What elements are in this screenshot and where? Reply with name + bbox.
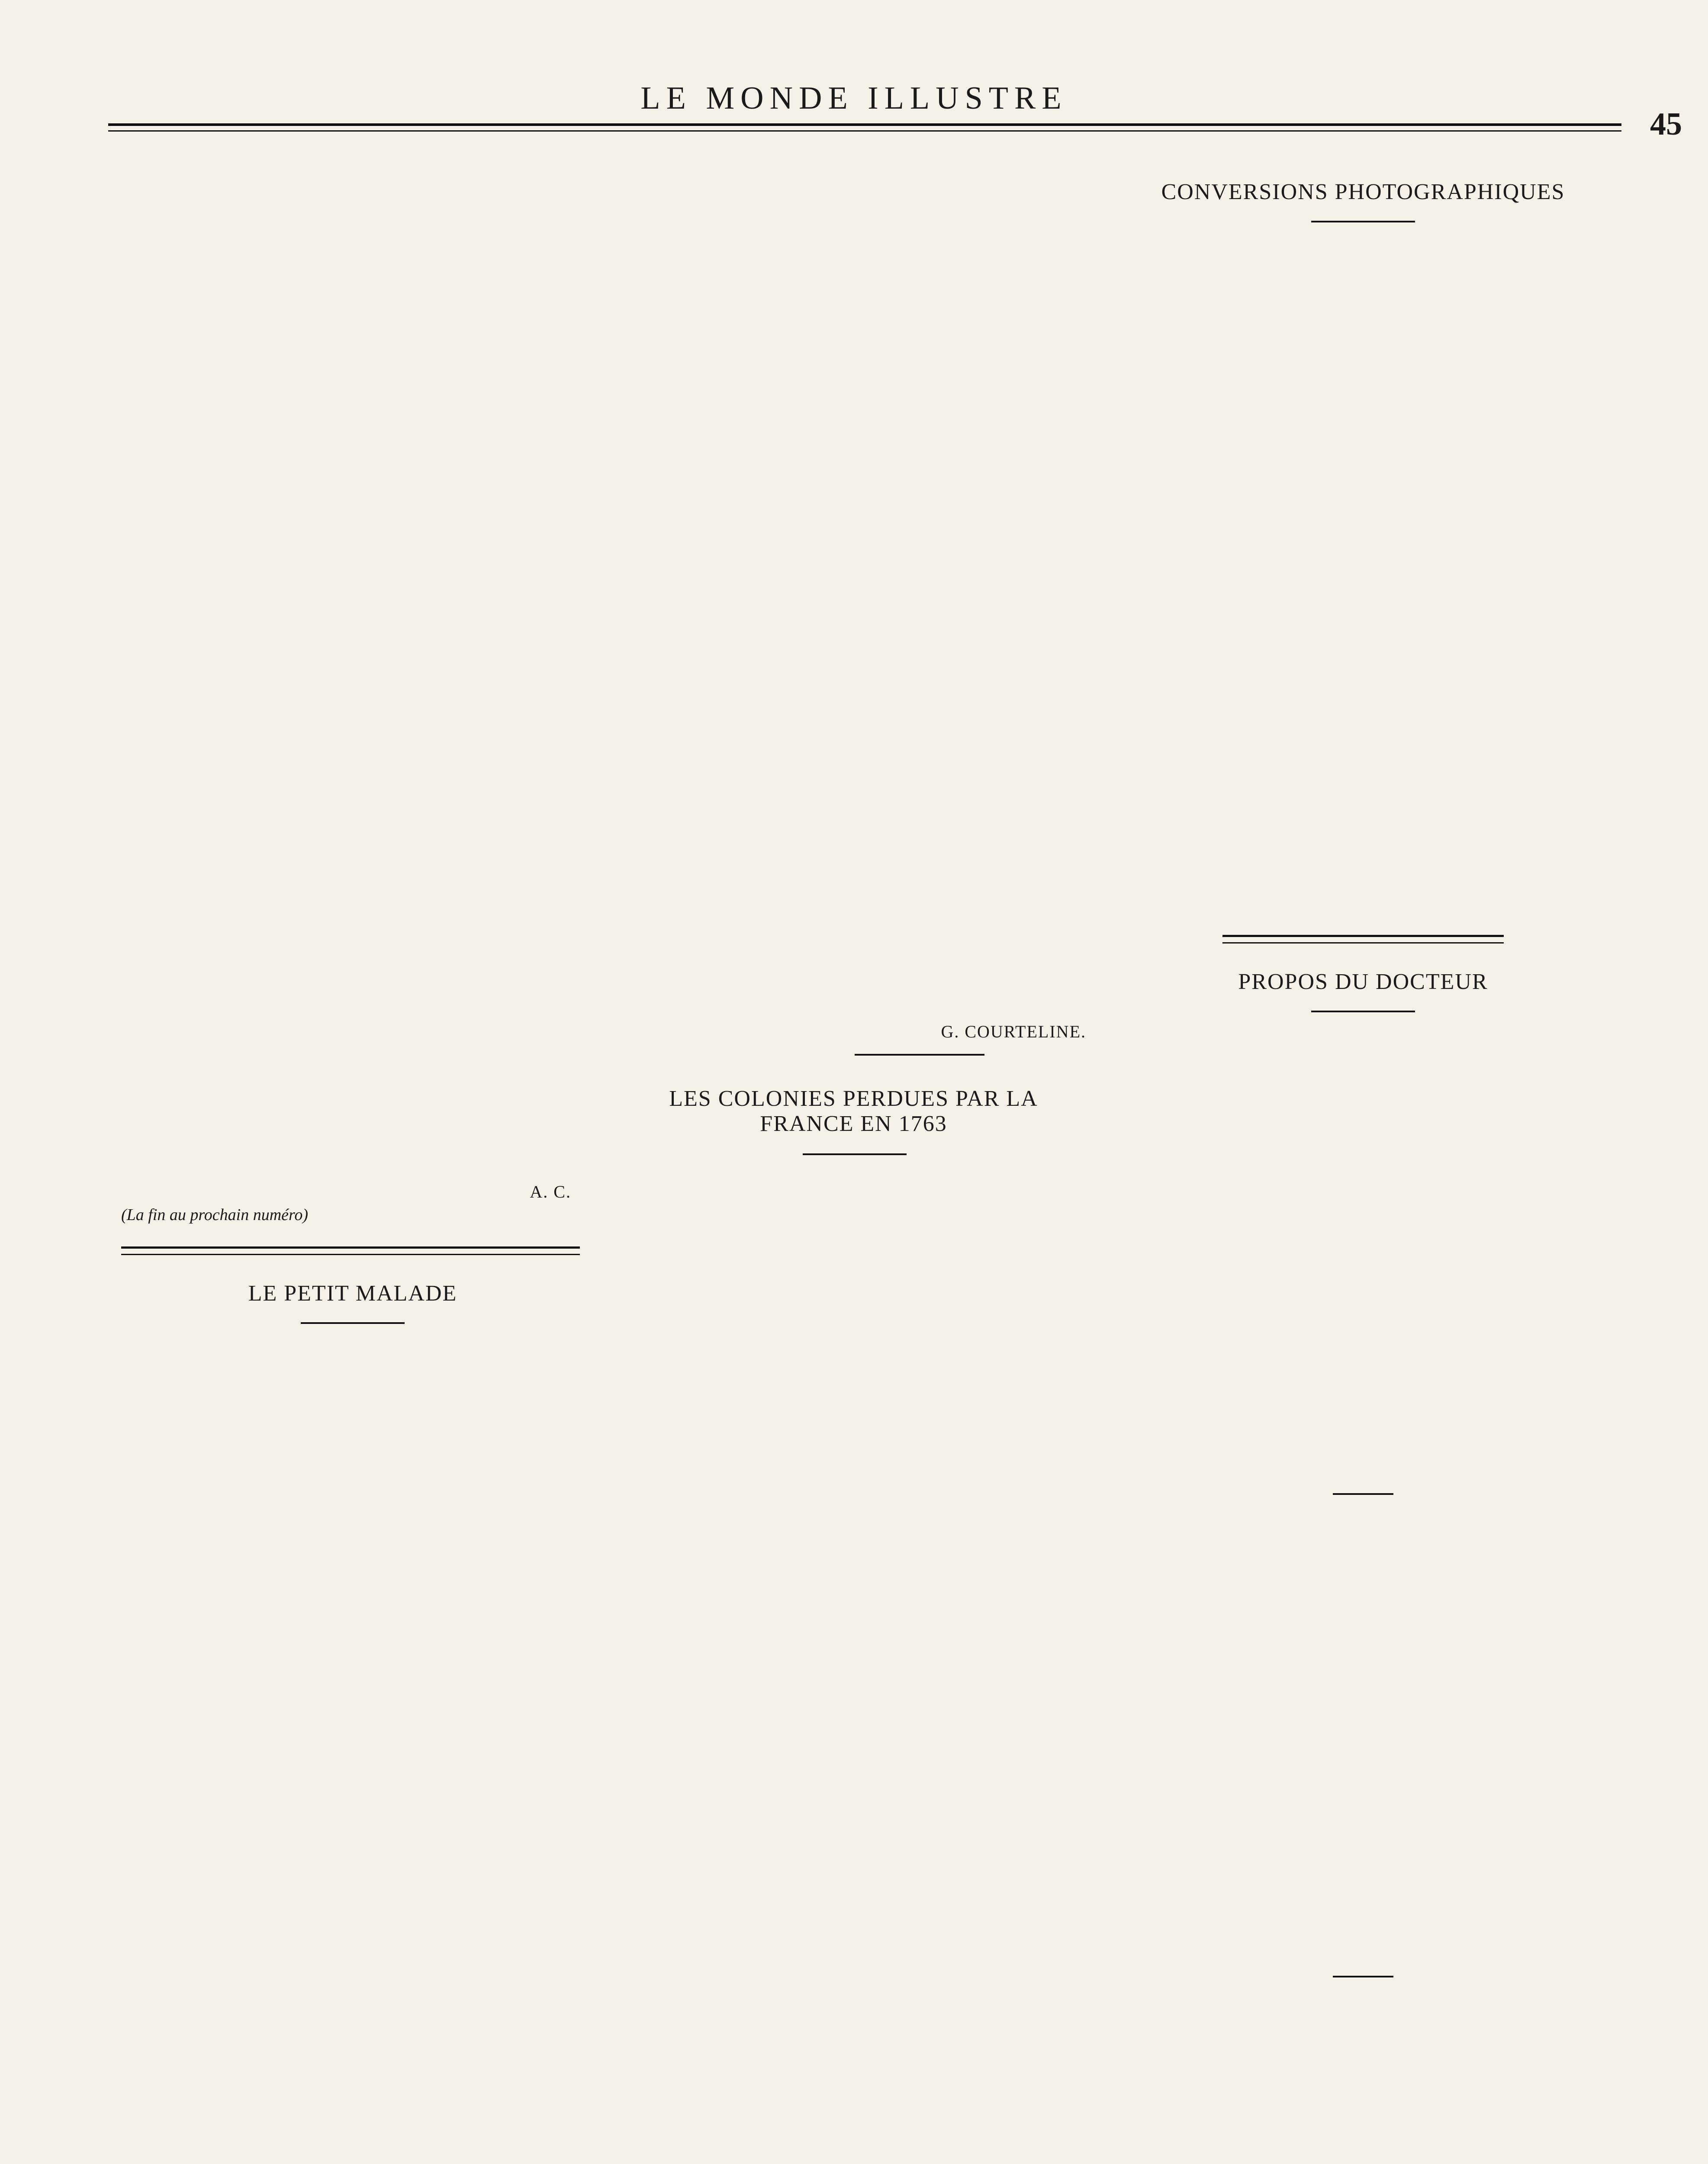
section-rule (855, 1054, 984, 1056)
article-signature: A. C. (530, 1182, 571, 1201)
section-divider (121, 1246, 580, 1255)
article-continuation-body (108, 143, 597, 1173)
propos-title: PROPOS DU DOCTEUR (1238, 969, 1488, 994)
column-3 (1106, 143, 1621, 2164)
column-1 (104, 143, 601, 2164)
intermittences-body (1110, 1039, 1616, 1476)
page-number: 45 (1650, 106, 1682, 142)
courteline-signature: G. COURTELINE. (941, 1022, 1086, 1041)
le-petit-malade-title: LE PETIT MALADE (248, 1281, 457, 1306)
page-header-title: LE MONDE ILLUSTRE (640, 81, 1068, 116)
heading-rule (1311, 221, 1415, 222)
section-divider (1222, 935, 1504, 944)
refroidissements-body (1110, 1510, 1616, 1956)
heading-rule (1311, 1011, 1415, 1012)
heading-rule (301, 1322, 405, 1324)
continued-note: (La fin au prochain numéro) (121, 1206, 309, 1224)
colonies-body (608, 1186, 1099, 2164)
heading-rule (803, 1153, 907, 1155)
conversions-title: CONVERSIONS PHOTOGRAPHIQUES (1161, 180, 1565, 204)
corps-etrangers-body (1110, 1991, 1616, 2164)
column-2 (604, 143, 1103, 2164)
header-rule (108, 123, 1621, 132)
paragraph-rule (1333, 1493, 1393, 1495)
colonies-title: LES COLONIES PERDUES PAR LA FRANCE EN 1763 (669, 1086, 1038, 1136)
conversions-body (1110, 247, 1616, 905)
le-petit-malade-body (108, 1355, 597, 2164)
le-petit-malade-continued-body (608, 143, 1099, 1008)
paragraph-rule (1333, 1976, 1393, 1977)
